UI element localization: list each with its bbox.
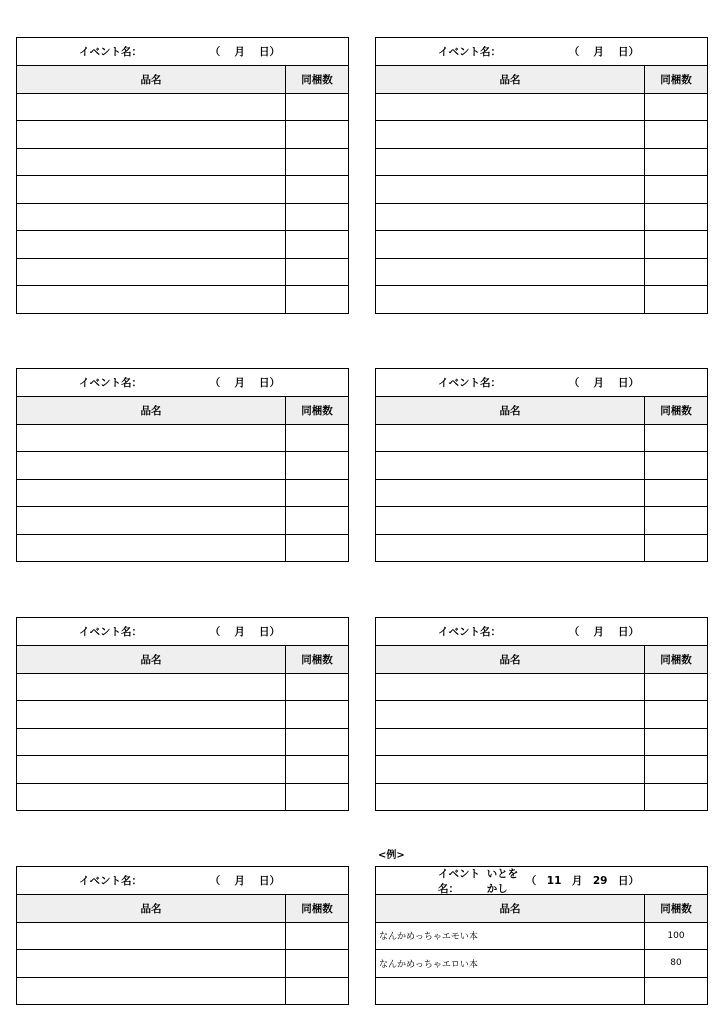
quantity-cell bbox=[286, 701, 348, 728]
item-name-header: 品名 bbox=[376, 895, 645, 922]
quantity-cell bbox=[645, 535, 707, 562]
quantity-cell bbox=[286, 425, 348, 452]
column-header-row bbox=[17, 396, 348, 424]
item-name-cell bbox=[376, 674, 645, 701]
table-row bbox=[17, 673, 348, 701]
table-row bbox=[376, 949, 707, 977]
table-row bbox=[17, 922, 348, 950]
table-row bbox=[17, 203, 348, 231]
quantity-header: 同梱数 bbox=[660, 653, 692, 666]
quantity-cell bbox=[286, 176, 348, 203]
table-row bbox=[17, 120, 348, 148]
item-name-cell bbox=[17, 978, 286, 1005]
item-name-cell bbox=[17, 231, 286, 258]
item-name-cell bbox=[376, 231, 645, 258]
table-row bbox=[376, 728, 707, 756]
event-title-row bbox=[376, 38, 707, 65]
event-name-label: イベント名： bbox=[438, 867, 480, 895]
event-date-field: （ 月 日） bbox=[209, 626, 280, 638]
item-name-cell bbox=[17, 923, 286, 950]
table-row bbox=[17, 451, 348, 479]
item-name-cell bbox=[376, 204, 645, 231]
quantity-cell bbox=[286, 94, 348, 121]
quantity-cell bbox=[645, 231, 707, 258]
quantity-cell bbox=[286, 950, 348, 977]
item-name-cell bbox=[17, 425, 286, 452]
table-row bbox=[17, 424, 348, 452]
example-label: <例> bbox=[378, 850, 405, 861]
table-row bbox=[17, 700, 348, 728]
table-row bbox=[376, 230, 707, 258]
example-table bbox=[375, 866, 708, 1005]
item-name-cell bbox=[376, 507, 645, 534]
item-name-cell bbox=[17, 507, 286, 534]
item-name-cell bbox=[17, 149, 286, 176]
bundle-table-3 bbox=[16, 368, 349, 562]
table-row bbox=[376, 506, 707, 534]
event-date-field: （ 月 日） bbox=[209, 377, 280, 389]
event-date-field: （ 月 日） bbox=[568, 626, 639, 638]
item-name-cell bbox=[376, 756, 645, 783]
column-header-row bbox=[376, 396, 707, 424]
item-name-cell bbox=[376, 259, 645, 286]
event-date-field: （ 月 日） bbox=[209, 875, 280, 887]
quantity-cell bbox=[286, 756, 348, 783]
table-row bbox=[376, 203, 707, 231]
item-name-cell: なんかめっちゃエモい本 bbox=[376, 923, 645, 950]
table-row bbox=[17, 755, 348, 783]
item-name-cell bbox=[376, 121, 645, 148]
quantity-header: 同梱数 bbox=[301, 902, 333, 915]
quantity-cell bbox=[286, 231, 348, 258]
item-name-cell bbox=[17, 756, 286, 783]
table-row bbox=[17, 148, 348, 176]
event-name-label: イベント名： bbox=[438, 377, 501, 389]
quantity-cell: 100 bbox=[667, 930, 685, 941]
table-row bbox=[376, 534, 707, 562]
table-row bbox=[17, 977, 348, 1005]
event-title-row bbox=[376, 867, 707, 894]
table-row bbox=[376, 285, 707, 313]
table-row bbox=[376, 93, 707, 121]
event-date-field: （ 月 日） bbox=[568, 46, 639, 58]
bundle-table-6 bbox=[375, 617, 708, 811]
event-name-label: イベント名： bbox=[438, 626, 501, 638]
quantity-header: 同梱数 bbox=[301, 73, 333, 86]
quantity-cell bbox=[286, 149, 348, 176]
quantity-header: 同梱数 bbox=[301, 404, 333, 417]
quantity-cell bbox=[286, 204, 348, 231]
item-name-cell bbox=[17, 286, 286, 313]
quantity-cell bbox=[286, 259, 348, 286]
item-name-cell bbox=[376, 729, 645, 756]
table-row bbox=[376, 922, 707, 950]
item-name-header: 品名 bbox=[376, 397, 645, 424]
bundle-table-7 bbox=[16, 866, 349, 1005]
quantity-cell bbox=[645, 149, 707, 176]
item-name-cell bbox=[17, 480, 286, 507]
item-name-cell bbox=[376, 701, 645, 728]
item-name-cell bbox=[376, 286, 645, 313]
item-name-cell bbox=[17, 204, 286, 231]
item-name-cell bbox=[376, 425, 645, 452]
quantity-cell: 80 bbox=[670, 958, 682, 969]
quantity-cell bbox=[286, 535, 348, 562]
quantity-cell bbox=[645, 452, 707, 479]
bundle-table-5 bbox=[16, 617, 349, 811]
event-date-field: （ 月 日） bbox=[209, 46, 280, 58]
quantity-cell bbox=[645, 176, 707, 203]
table-row bbox=[376, 755, 707, 783]
item-name-cell bbox=[376, 94, 645, 121]
quantity-cell bbox=[645, 507, 707, 534]
item-name-cell bbox=[17, 674, 286, 701]
event-name-label: イベント名： bbox=[438, 46, 501, 58]
table-row bbox=[376, 977, 707, 1005]
item-name-cell bbox=[17, 701, 286, 728]
item-name-cell bbox=[17, 121, 286, 148]
bundle-table-1 bbox=[16, 37, 349, 314]
quantity-cell bbox=[645, 121, 707, 148]
item-name-header: 品名 bbox=[17, 66, 286, 93]
column-header-row bbox=[376, 645, 707, 673]
item-name-cell bbox=[376, 452, 645, 479]
quantity-cell bbox=[645, 978, 707, 1005]
item-name-cell bbox=[17, 784, 286, 811]
table-row bbox=[17, 258, 348, 286]
table-row bbox=[17, 175, 348, 203]
quantity-cell bbox=[286, 674, 348, 701]
quantity-cell bbox=[645, 204, 707, 231]
table-row bbox=[376, 673, 707, 701]
quantity-header: 同梱数 bbox=[660, 404, 692, 417]
event-name-label: イベント名： bbox=[79, 46, 142, 58]
table-row bbox=[17, 534, 348, 562]
item-name-header: 品名 bbox=[17, 397, 286, 424]
item-name-cell bbox=[17, 950, 286, 977]
quantity-cell bbox=[286, 978, 348, 1005]
item-name-cell bbox=[17, 535, 286, 562]
quantity-cell bbox=[645, 674, 707, 701]
table-row bbox=[17, 285, 348, 313]
quantity-cell bbox=[286, 480, 348, 507]
quantity-cell bbox=[286, 452, 348, 479]
event-title-row bbox=[17, 618, 348, 645]
item-name-cell bbox=[17, 729, 286, 756]
item-name-header: 品名 bbox=[376, 66, 645, 93]
item-name-header: 品名 bbox=[376, 646, 645, 673]
event-date-field: （ 月 日） bbox=[568, 377, 639, 389]
table-row bbox=[376, 175, 707, 203]
bundle-table-4 bbox=[375, 368, 708, 562]
quantity-cell bbox=[286, 729, 348, 756]
column-header-row bbox=[17, 65, 348, 93]
event-title-row bbox=[17, 867, 348, 894]
quantity-cell bbox=[286, 923, 348, 950]
event-title-row bbox=[376, 369, 707, 396]
item-name-cell bbox=[376, 978, 645, 1005]
table-row bbox=[376, 783, 707, 811]
table-row bbox=[17, 93, 348, 121]
quantity-cell bbox=[645, 259, 707, 286]
item-name-header: 品名 bbox=[17, 895, 286, 922]
quantity-cell bbox=[645, 425, 707, 452]
event-name-label: イベント名： bbox=[79, 875, 142, 887]
item-name-cell bbox=[376, 149, 645, 176]
quantity-cell bbox=[286, 121, 348, 148]
quantity-cell bbox=[645, 701, 707, 728]
item-name-header: 品名 bbox=[17, 646, 286, 673]
column-header-row bbox=[376, 894, 707, 922]
item-name-cell bbox=[376, 176, 645, 203]
table-row bbox=[376, 479, 707, 507]
table-row bbox=[376, 148, 707, 176]
bundle-table-2 bbox=[375, 37, 708, 314]
quantity-cell bbox=[645, 729, 707, 756]
table-row bbox=[17, 479, 348, 507]
item-name-cell bbox=[376, 784, 645, 811]
item-name-cell bbox=[17, 176, 286, 203]
table-row bbox=[17, 230, 348, 258]
event-title-row bbox=[376, 618, 707, 645]
table-row bbox=[376, 424, 707, 452]
item-name-cell bbox=[17, 452, 286, 479]
column-header-row bbox=[376, 65, 707, 93]
table-row bbox=[17, 728, 348, 756]
quantity-cell bbox=[645, 784, 707, 811]
item-name-cell bbox=[376, 480, 645, 507]
column-header-row bbox=[17, 894, 348, 922]
table-row bbox=[17, 949, 348, 977]
quantity-cell bbox=[645, 94, 707, 121]
quantity-header: 同梱数 bbox=[660, 73, 692, 86]
column-header-row bbox=[17, 645, 348, 673]
table-row bbox=[376, 700, 707, 728]
item-name-cell bbox=[17, 94, 286, 121]
event-name-value: いとをかし bbox=[486, 867, 519, 895]
quantity-cell bbox=[286, 286, 348, 313]
event-name-label: イベント名： bbox=[79, 626, 142, 638]
event-title-row bbox=[17, 369, 348, 396]
quantity-cell bbox=[286, 784, 348, 811]
item-name-cell bbox=[376, 535, 645, 562]
table-row bbox=[17, 783, 348, 811]
table-row bbox=[376, 451, 707, 479]
event-name-label: イベント名： bbox=[79, 377, 142, 389]
item-name-cell bbox=[17, 259, 286, 286]
table-row bbox=[17, 506, 348, 534]
event-date-value: （ 11 月 29 日） bbox=[525, 875, 639, 887]
quantity-cell bbox=[645, 756, 707, 783]
quantity-cell bbox=[645, 286, 707, 313]
quantity-header: 同梱数 bbox=[660, 902, 692, 915]
event-title-row bbox=[17, 38, 348, 65]
quantity-cell bbox=[645, 480, 707, 507]
quantity-header: 同梱数 bbox=[301, 653, 333, 666]
quantity-cell bbox=[286, 507, 348, 534]
table-row bbox=[376, 258, 707, 286]
item-name-cell: なんかめっちゃエロい本 bbox=[376, 950, 645, 977]
table-row bbox=[376, 120, 707, 148]
